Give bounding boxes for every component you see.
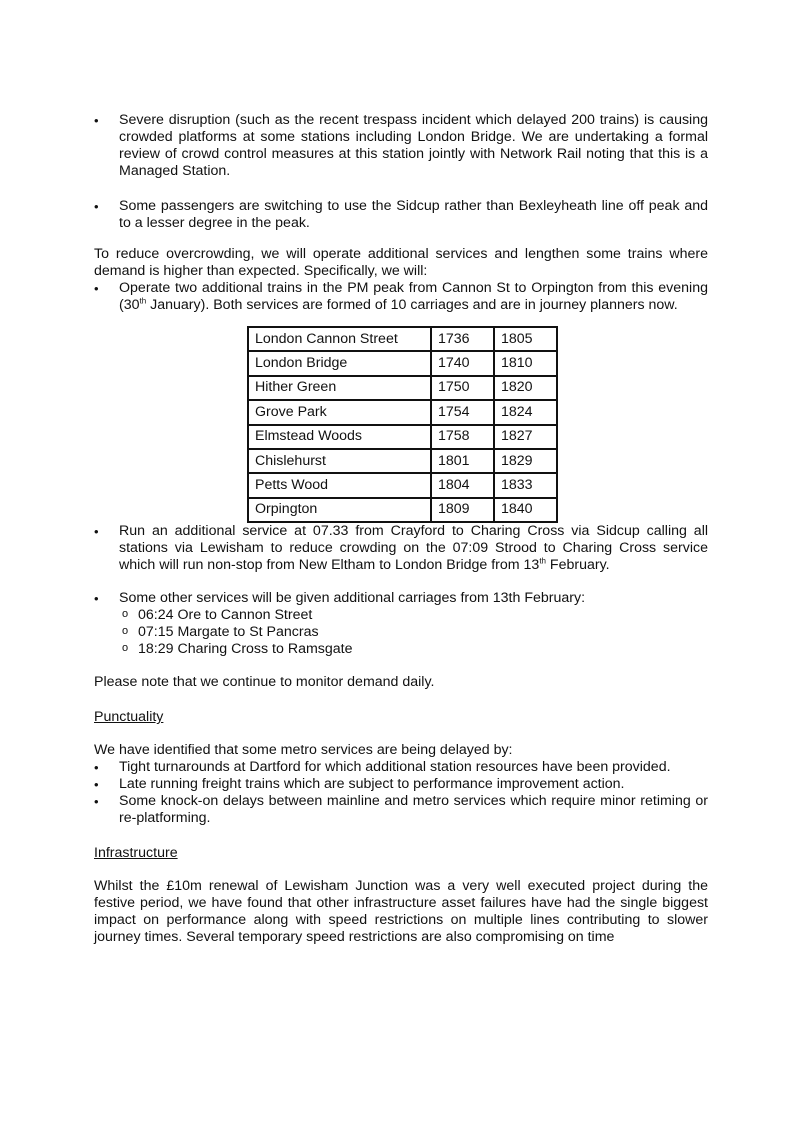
timetable-time-2-cell: 1810 [494,351,557,375]
carriages-services-list [119,607,708,658]
timetable-time-2-cell: 1829 [494,449,557,473]
punctuality-item: • Late running freight trains which are subject to performance improvement action. [94,776,708,793]
timetable-row [248,473,557,497]
timetable-time-1-cell: 1736 [431,327,494,351]
timetable-time-1-cell: 1758 [431,425,494,449]
timetable-time-1-cell: 1754 [431,400,494,424]
timetable-row [248,400,557,424]
timetable-station-cell: Hither Green [248,376,431,400]
timetable-time-1-cell: 1804 [431,473,494,497]
timetable [247,326,558,523]
timetable-station-cell: London Cannon Street [248,327,431,351]
carriages-service-item: o 06:24 Ore to Cannon Street [119,607,708,624]
timetable-station-cell: Orpington [248,498,431,522]
timetable-row [248,425,557,449]
timetable-station-cell: London Bridge [248,351,431,375]
timetable-station-cell: Petts Wood [248,473,431,497]
additional-service-bullet [94,523,708,574]
timetable-time-2-cell: 1827 [494,425,557,449]
punctuality-list [94,759,708,827]
overcrowding-intro: To reduce overcrowding, we will operate additional services and lengthen some trains where demand is higher than expected. Specifically, we will: [94,246,708,279]
timetable-time-2-cell: 1840 [494,498,557,522]
punctuality-item: • Tight turnarounds at Dartford for which additional station resources have been provided. [94,759,708,776]
additional-trains-sup: th [139,296,147,306]
disruption-bullet-crowding: • Severe disruption (such as the recent trespass incident which delayed 200 trains) is causing crowded platforms at some stations including London Bridge. We are undertaking a formal review of crowd control measures at this station jointly with Network Rail noting that this is a Managed Station. [94,112,708,180]
carriages-service-item: o 07:15 Margate to St Pancras [119,624,708,641]
timetable-time-1-cell: 1809 [431,498,494,522]
additional-trains-list [94,280,708,314]
infrastructure-heading: Infrastructure [94,845,178,862]
timetable-station-cell: Chislehurst [248,449,431,473]
punctuality-item: • Some knock-on delays between mainline and metro services which require minor retiming or re-platforming. [94,793,708,827]
timetable-row [248,376,557,400]
timetable-row [248,351,557,375]
additional-service-text: Run an additional service at 07.33 from Crayford to Charing Cross via Sidcup calling all stations via Lewisham to reduce crowding on the 07:09 Strood to Charing Cross service which will run non-stop from New Eltham to London Bridge from 13 [119,523,708,574]
carriages-service-item: o 18:29 Charing Cross to Ramsgate [119,641,708,658]
infrastructure-text: Whilst the £10m renewal of Lewisham Junction was a very well executed project during the festive period, we have found that other infrastructure asset failures have had the single biggest impact on performance along with speed restrictions on multiple lines contributing to slower journey times. Several temporary speed restrictions are also compromising on time [94,878,708,946]
additional-service-text-end: February. [545,557,610,574]
disruption-list [94,112,708,232]
timetable-time-2-cell: 1820 [494,376,557,400]
timetable-row [248,498,557,522]
additional-trains-text-end: January). Both services are formed of 10 carriages and are in journey planners now. [146,297,678,313]
timetable-time-1-cell: 1740 [431,351,494,375]
timetable-time-1-cell: 1750 [431,376,494,400]
carriages-text: Some other services will be given additional carriages from 13th February: [119,590,586,607]
additional-trains-bullet [94,280,708,314]
carriages-bullet [94,590,708,658]
timetable-station-cell: Elmstead Woods [248,425,431,449]
timetable-time-2-cell: 1805 [494,327,557,351]
additional-service-sup: th [539,556,546,566]
timetable-station-cell: Grove Park [248,400,431,424]
disruption-bullet-sidcup: • Some passengers are switching to use the Sidcup rather than Bexleyheath line off peak and to a lesser degree in the peak. [94,198,708,232]
timetable-time-2-cell: 1833 [494,473,557,497]
punctuality-intro: We have identified that some metro services are being delayed by: [94,742,513,759]
timetable-time-1-cell: 1801 [431,449,494,473]
additional-service-list [94,523,708,658]
timetable-body [248,327,557,522]
additional-trains-text: Operate two additional trains in the PM peak from Cannon St to Orpington from this evening (30 [119,280,708,313]
timetable-time-2-cell: 1824 [494,400,557,424]
timetable-row [248,327,557,351]
monitor-note: Please note that we continue to monitor demand daily. [94,674,435,691]
timetable-row [248,449,557,473]
punctuality-heading: Punctuality [94,709,164,726]
